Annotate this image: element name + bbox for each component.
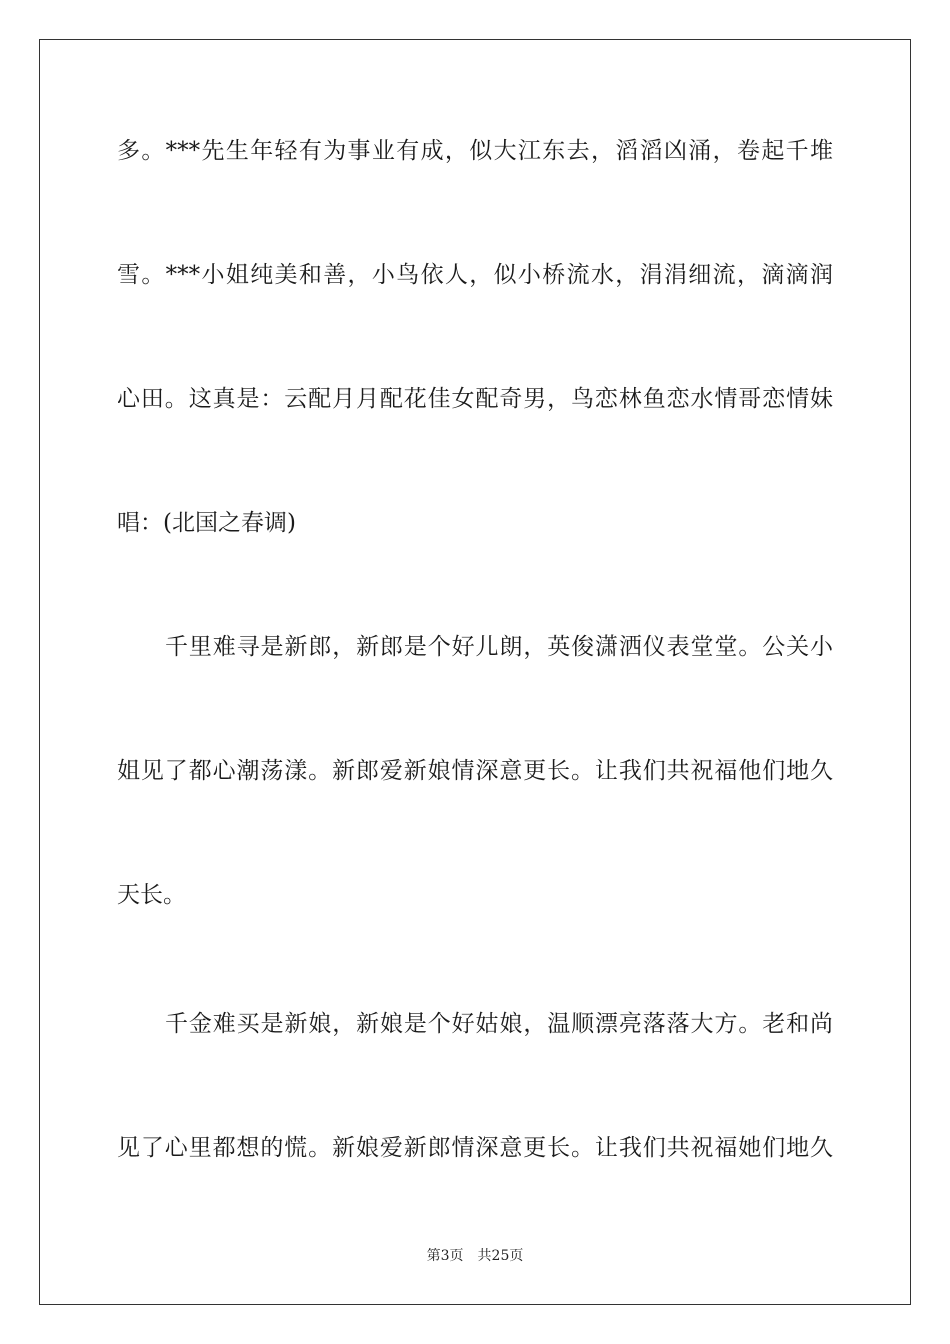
text-line-2: 雪。***小姐纯美和善，小鸟依人，似小桥流水，涓涓细流，滴滴润	[117, 262, 833, 288]
text-line-1: 多。***先生年轻有为事业有成，似大江东去，滔滔凶涌，卷起千堆	[117, 138, 833, 164]
page-number-footer: 第3页 共25页	[426, 1248, 524, 1264]
text-line-5: 千里难寻是新郎，新郎是个好儿朗，英俊潇洒仪表堂堂。公关小	[165, 634, 833, 660]
text-line-9: 见了心里都想的慌。新娘爱新郎情深意更长。让我们共祝福她们地久	[117, 1135, 833, 1161]
text-line-4: 唱：(北国之春调)	[117, 510, 296, 536]
text-line-8: 千金难买是新娘，新娘是个好姑娘，温顺漂亮落落大方。老和尚	[165, 1011, 833, 1037]
text-line-6: 姐见了都心潮荡漾。新郎爱新娘情深意更长。让我们共祝福他们地久	[117, 758, 833, 784]
page-border	[39, 39, 911, 1305]
text-line-7: 天长。	[117, 882, 186, 908]
text-line-3: 心田。这真是：云配月月配花佳女配奇男，鸟恋林鱼恋水情哥恋情妹	[117, 386, 833, 412]
